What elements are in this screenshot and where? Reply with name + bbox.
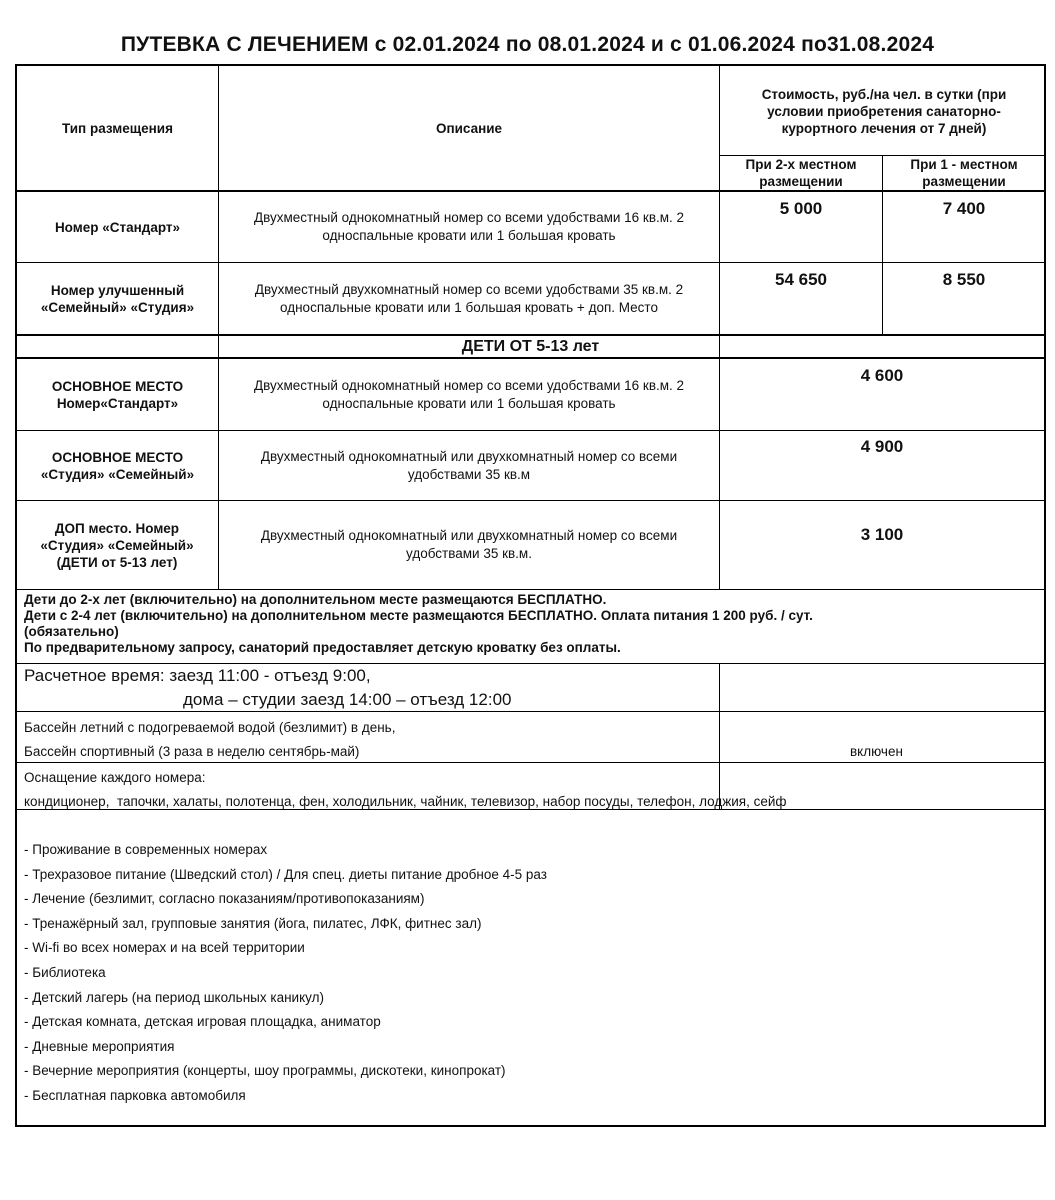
price-double: 54 650: [775, 270, 827, 289]
child-placement-type: ОСНОВНОЕ МЕСТО «Студия» «Семейный»: [40, 449, 195, 482]
note-line: (обязательно): [24, 624, 119, 639]
notes-block: [24, 592, 1034, 656]
header-cost: Стоимость, руб./на чел. в сутки (при условии приобретения санаторно-курортного лечения от 7 дней): [761, 86, 1007, 136]
price-single: 7 400: [942, 199, 986, 218]
child-placement-type: ДОП место. Номер «Студия» «Семейный» (ДЕТИ от 5-13 лет): [40, 520, 194, 570]
room-description: Двухместный двухкомнатный номер со всеми удобствами 35 кв.м. 2 односпальные кровати или 1 большая кровать + доп. Место: [254, 281, 684, 315]
note-line: Дети до 2-х лет (включительно) на дополнительном месте размещаются БЕСПЛАТНО.: [24, 592, 607, 607]
list-item: - Дневные мероприятия: [24, 1038, 175, 1054]
list-item: - Вечерние мероприятия (концерты, шоу программы, дискотеки, кинопрокат): [24, 1063, 506, 1079]
price-double: 5 000: [779, 199, 823, 218]
list-item: - Wi-fi во всех номерах и на всей территории: [24, 940, 305, 956]
child-price: 3 100: [860, 525, 904, 544]
list-item: - Лечение (безлимит, согласно показаниям/противопоказаниям): [24, 891, 425, 907]
list-item: - Проживание в современных номерах: [24, 842, 268, 857]
room-type: Номер улучшенный «Семейный» «Студия»: [40, 282, 195, 315]
header-description: Описание: [435, 120, 503, 136]
child-price: 4 600: [860, 366, 904, 385]
header-type: Тип размещения: [62, 120, 173, 136]
child-placement-description: Двухместный однокомнатный или двухкомнатный номер со всеми удобствами 35 кв.м.: [260, 528, 678, 561]
note-line: Дети с 2-4 лет (включительно) на дополнительном месте размещаются БЕСПЛАТНО. Оплата питания 1 200 руб. / сут.: [24, 608, 813, 623]
features-list: [24, 838, 1024, 1109]
list-item: - Трехразовое питание (Шведский стол) / Для спец. диеты питание дробное 4-5 раз: [24, 866, 547, 882]
room-type: Номер «Стандарт»: [54, 219, 181, 235]
child-price: 4 900: [860, 437, 904, 456]
header-double: При 2-х местном размещении: [745, 157, 857, 189]
page-title: ПУТЕВКА С ЛЕЧЕНИЕМ с 02.01.2024 по 08.01.2024 и с 01.06.2024 по31.08.2024: [120, 33, 935, 56]
equipment-label: Оснащение каждого номера:: [24, 770, 206, 785]
equipment-items: кондиционер, тапочки, халаты, полотенца, фен, холодильник, чайник, телевизор, набор посуды, телефон, лоджия, сейф: [24, 794, 787, 809]
child-placement-description: Двухместный однокомнатный номер со всеми удобствами 16 кв.м. 2 односпальные кровати или 1 большая кровать: [253, 377, 685, 411]
note-line: По предварительному запросу, санаторий предоставляет детскую кроватку без оплаты.: [24, 640, 621, 655]
pool-line-2: Бассейн спортивный (3 раза в неделю сентябрь-май): [24, 744, 360, 759]
list-item: - Детская комната, детская игровая площадка, аниматор: [24, 1014, 381, 1030]
child-placement-type: ОСНОВНОЕ МЕСТО Номер«Стандарт»: [51, 378, 184, 411]
list-item: - Детский лагерь (на период школьных каникул): [24, 989, 324, 1005]
header-single: При 1 - местном размещении: [910, 157, 1018, 189]
price-single: 8 550: [942, 270, 986, 289]
child-placement-description: Двухместный однокомнатный или двухкомнатный номер со всеми удобствами 35 кв.м: [260, 448, 678, 482]
list-item: - Библиотека: [24, 964, 106, 980]
pool-status: включен: [850, 744, 903, 759]
room-description: Двухместный однокомнатный номер со всеми удобствами 16 кв.м. 2 односпальные кровати или 1 большая кровать: [253, 210, 685, 243]
pool-line-1: Бассейн летний с подогреваемой водой (безлимит) в день,: [24, 720, 396, 735]
children-section-header: ДЕТИ ОТ 5-13 лет: [461, 337, 600, 355]
list-item: - Бесплатная парковка автомобиля: [24, 1087, 246, 1103]
checkin-line-1: Расчетное время: заезд 11:00 - отъезд 9:00,: [24, 666, 371, 685]
checkin-line-2: дома – студии заезд 14:00 – отъезд 12:00: [183, 690, 512, 709]
list-item: - Тренажёрный зал, групповые занятия (йога, пилатес, ЛФК, фитнес зал): [24, 915, 482, 931]
